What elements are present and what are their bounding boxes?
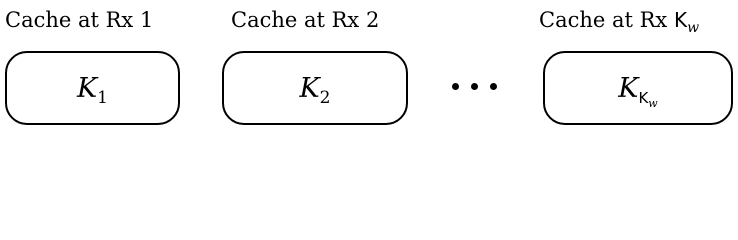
cache-label-kw-subscript: w bbox=[687, 20, 700, 36]
cache-box-kw bbox=[543, 51, 733, 125]
cache-label-2 bbox=[231, 6, 379, 34]
cache-content-2 bbox=[299, 72, 331, 108]
cache-content-kw-subscript-symbol: K bbox=[638, 88, 649, 107]
cache-label-1 bbox=[5, 6, 153, 34]
ellipsis-dot bbox=[452, 83, 459, 90]
cache-content-kw-symbol: K bbox=[618, 72, 639, 104]
ellipsis-dot bbox=[490, 83, 497, 90]
cache-box-2 bbox=[222, 51, 408, 125]
cache-content-2-subscript: 2 bbox=[319, 87, 331, 108]
cache-content-kw-subscript bbox=[638, 88, 658, 110]
cache-content-kw bbox=[618, 72, 658, 110]
cache-content-1 bbox=[77, 72, 108, 108]
cache-box-1 bbox=[5, 51, 180, 125]
ellipsis-icon bbox=[452, 76, 502, 96]
cache-content-1-symbol: K bbox=[77, 72, 98, 104]
cache-label-kw bbox=[539, 6, 699, 37]
cache-content-1-subscript: 1 bbox=[97, 87, 108, 108]
cache-content-2-symbol: K bbox=[299, 72, 320, 104]
cache-label-2-text: Cache at Rx 2 bbox=[231, 8, 380, 32]
cache-label-1-text: Cache at Rx 1 bbox=[5, 8, 154, 32]
cache-content-kw-subscript-sub: w bbox=[648, 96, 658, 110]
cache-label-kw-prefix: Cache at Rx bbox=[539, 8, 674, 32]
ellipsis-dot bbox=[471, 83, 478, 90]
cache-label-kw-symbol: K bbox=[673, 8, 688, 32]
